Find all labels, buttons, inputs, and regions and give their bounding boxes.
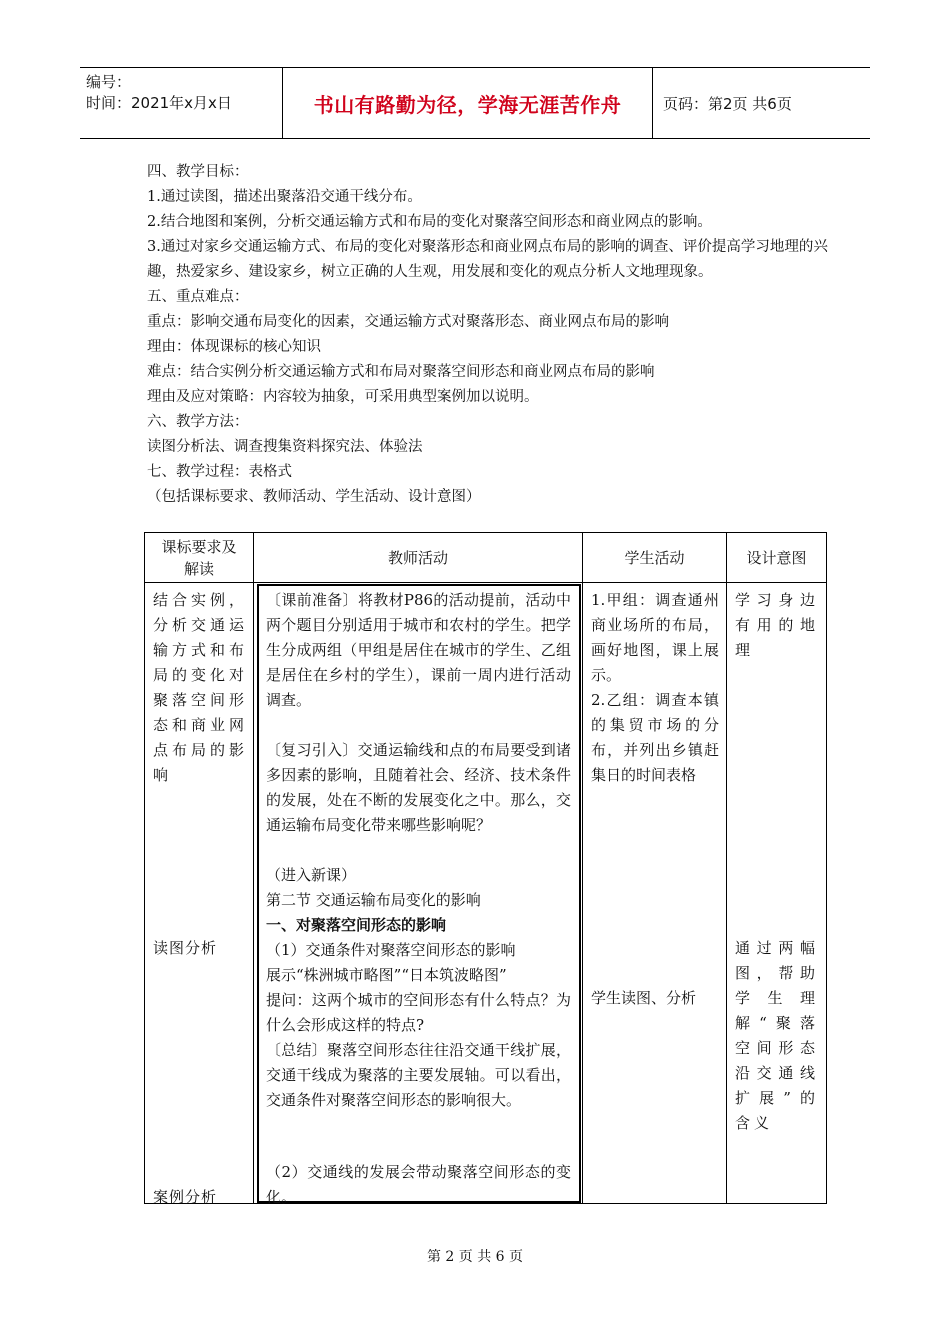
process-note: （包括课标要求、教师活动、学生活动、设计意图） (147, 489, 481, 505)
page-header (80, 67, 870, 139)
objective-item: 2.结合地图和案例，分析交通运输方式和布局的变化对聚落空间形态和商业网点的影响。 (147, 214, 712, 230)
teacher-question: 提问：这两个城市的空间形态有什么特点？为什么会形成这样的特点? (266, 991, 571, 1034)
teacher-part1: 一、对聚落空间形态的影响 (266, 916, 447, 934)
process-table (144, 532, 827, 1204)
difficult-point: 难点：结合实例分析交通运输方式和布局对聚落空间形态和商业网点布局的影响 (147, 364, 655, 380)
header-page-label: 页码：第2页 共6页 (663, 94, 792, 113)
curriculum-case: 案例分析 (153, 1188, 218, 1206)
header-motto: 书山有路勤为径，学海无涯苦作舟 (283, 68, 653, 138)
methods-text: 读图分析法、调查搜集资料探究法、体验法 (147, 439, 423, 455)
student-group-b: 2.乙组：调查本镇的集贸市场的分布，并列出乡镇赶集日的时间表格 (591, 691, 719, 784)
teacher-show: 展示“株洲城市略图”“日本筑波略图” (266, 966, 507, 984)
date-label: 时间：2021年x月x日 (86, 94, 232, 112)
document-body (147, 160, 837, 510)
curriculum-read-map: 读图分析 (153, 939, 218, 957)
header-curriculum: 课标要求及解读 (145, 533, 254, 583)
curriculum-requirement: 结合实例，分析交通运输方式和布局的变化对聚落空间形态和商业网点布局的影响 (153, 591, 245, 784)
key-point-reason: 理由：体现课标的核心知识 (147, 339, 321, 355)
teacher-summary: 〔总结〕聚落空间形态往往沿交通干线扩展，交通干线成为聚落的主要发展轴。可以看出，交通条件对聚落空间形态的影响很大。 (266, 1041, 571, 1109)
teacher-content (266, 863, 571, 1113)
student-group-a: 1.甲组：调查通州商业场所的布局，画好地图，课上展示。 (591, 591, 719, 684)
key-points-heading: 五、重点难点： (147, 289, 249, 305)
page-footer: 第 2 页 共 6 页 (426, 1249, 524, 1265)
teacher-sub1: （1）交通条件对聚落空间形态的影响 (266, 941, 516, 959)
curriculum-cell (145, 583, 254, 1204)
teacher-review: 〔复习引入〕交通运输线和点的布局要受到诸多因素的影响，且随着社会、经济、技术条件的发展，处在不断的发展变化之中。那么，交通运输布局变化带来哪些影响呢？ (266, 741, 571, 834)
header-info (80, 68, 283, 138)
teacher-new-lesson: （进入新课） (266, 866, 357, 884)
student-read: 学生读图、分析 (591, 989, 697, 1007)
objective-item: 3.通过对家乡交通运输方式、布局的变化对聚落形态和商业网点布局的影响的调查、评价提高学习地理的兴趣，热爱家乡、建设家乡，树立正确的人生观，用发展和变化的观点分析人文地理现象。 (147, 239, 828, 280)
methods-heading: 六、教学方法： (147, 414, 249, 430)
teacher-section: 第二节 交通运输布局变化的影响 (266, 891, 481, 909)
header-student: 学生活动 (583, 533, 727, 583)
key-point: 重点：影响交通布局变化的因素，交通运输方式对聚落形态、商业网点布局的影响 (147, 314, 669, 330)
student-cell (583, 583, 727, 1204)
design-first: 学习身边有用的地理 (735, 591, 819, 659)
teacher-prep: 〔课前准备〕将教材P86的活动提前，活动中两个题目分别适用于城市和农村的学生。把学生分成两组（甲组是居住在城市的学生、乙组是居住在乡村的学生），课前一周内进行活动调查。 (266, 591, 571, 709)
header-design: 设计意图 (727, 533, 827, 583)
difficult-point-reason: 理由及应对策略：内容较为抽象，可采用典型案例加以说明。 (147, 389, 539, 405)
table-header-row (145, 533, 827, 583)
objective-item: 1.通过读图，描述出聚落沿交通干线分布。 (147, 189, 422, 205)
header-teacher: 教师活动 (254, 533, 583, 583)
table-row (145, 583, 827, 1204)
teacher-cell (254, 583, 583, 1204)
objectives-heading: 四、教学目标： (147, 164, 249, 180)
teacher-sub2: （2）交通线的发展会带动聚落空间形态的变化。 (266, 1163, 571, 1206)
process-heading: 七、教学过程：表格式 (147, 464, 292, 480)
design-second: 通过两幅图，帮助学生理解“聚落空间形态沿交通线扩展”的含义 (735, 939, 819, 1132)
design-cell (727, 583, 827, 1204)
number-label: 编号： (86, 73, 132, 91)
